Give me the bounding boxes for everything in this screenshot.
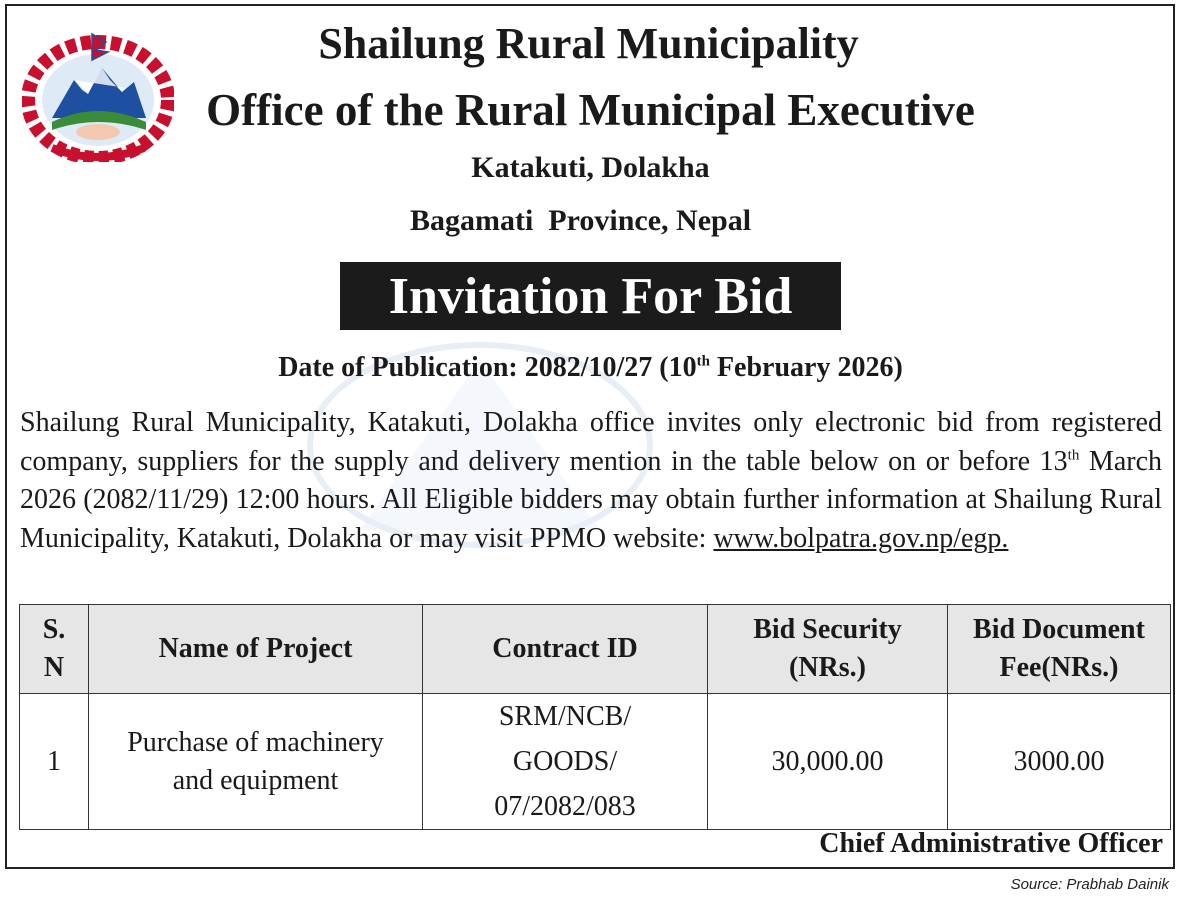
- header-bid-security-line1: Bid Security: [753, 614, 902, 645]
- table-header-row: [20, 605, 1171, 694]
- header-bid-security-line2: (NRs.): [789, 652, 866, 683]
- cell-bid-security: 30,000.00: [708, 694, 948, 830]
- header-sn-line2: N: [43, 652, 65, 683]
- cell-contract-id: [423, 694, 708, 830]
- publication-date-sup: th: [696, 353, 710, 370]
- address-line-2: Bagamati Province, Nepal: [409, 204, 752, 237]
- cell-contract-line2: GOODS/: [512, 746, 618, 777]
- cell-contract-line3: 07/2082/083: [494, 791, 636, 822]
- cell-project-line1: Purchase of machinery: [127, 726, 384, 758]
- invitation-title: Invitation For Bid: [388, 267, 793, 325]
- notice-body-part1: Shailung Rural Municipality, Katakuti, Dolakha office invites only electronic bid from registered company, suppliers for the supply and delivery mention in the table below on or before 13: [20, 407, 1162, 477]
- header-project: Name of Project: [89, 605, 423, 694]
- office-name: Office of the Rural Municipal Executive: [206, 85, 975, 135]
- source-credit: Source: Prabhab Dainik: [1010, 876, 1169, 893]
- signatory-title: Chief Administrative Officer: [819, 828, 1163, 859]
- header-sn-line1: S.: [42, 614, 66, 645]
- header-bid-fee-line2: Fee(NRs.): [999, 652, 1119, 683]
- notice-body-sup: th: [1067, 447, 1080, 464]
- notice-body: [20, 404, 1176, 558]
- header-sn: [20, 605, 89, 694]
- municipality-name: Shailung Rural Municipality: [318, 19, 859, 68]
- cell-project-line2: and equipment: [172, 764, 339, 796]
- cell-project: [89, 694, 423, 830]
- cell-contract-line1: SRM/NCB/: [498, 701, 632, 732]
- header-bid-fee-line1: Bid Document: [973, 614, 1145, 645]
- publication-date-suffix: February 2026): [709, 352, 903, 383]
- header-bid-fee: [948, 605, 1171, 694]
- address-line-1: Katakuti, Dolakha: [471, 151, 710, 184]
- header-contract-id: Contract ID: [423, 605, 708, 694]
- cell-bid-fee: 3000.00: [948, 694, 1171, 830]
- publication-date: [0, 352, 1181, 384]
- invitation-banner: [340, 262, 841, 330]
- table-row: [20, 694, 1171, 830]
- ppmo-website-link[interactable]: www.bolpatra.gov.np/egp.: [713, 522, 1009, 554]
- notice-body-part2: March 2026 (2082/11/29) 12:00 hours. All Eligible bidders may obtain further information at Shailung Rural Municipality, Katakuti, Dolakha or may visit PPMO website:: [20, 445, 1176, 554]
- cell-sn: 1: [20, 694, 89, 830]
- publication-date-prefix: Date of Publication: 2082/10/27 (10: [278, 352, 697, 383]
- header-bid-security: [708, 605, 948, 694]
- bid-table: [19, 604, 1171, 830]
